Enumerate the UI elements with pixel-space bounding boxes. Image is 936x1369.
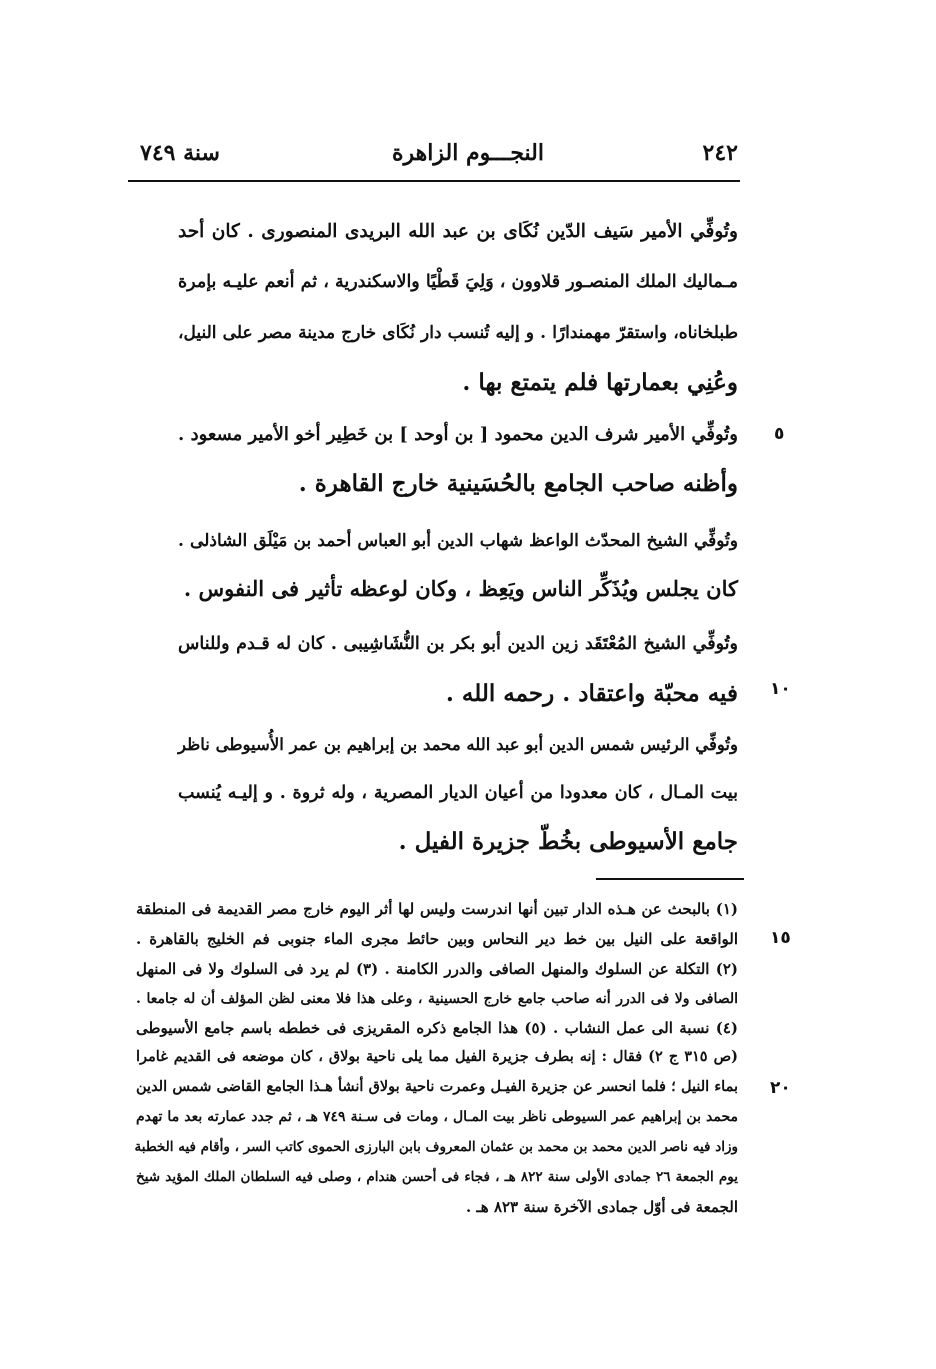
footnote-rule bbox=[596, 878, 744, 880]
footnote-line: يوم الجمعة ٢٦ جمادى الأولى سنة ٨٢٢ هـ ، فجاء فى أحسن هندام ، وصلى فيه السلطان الملك المؤيد شيخ bbox=[136, 1169, 738, 1185]
running-year: سنة ٧٤٩ bbox=[140, 140, 220, 166]
body-line: طبلخاناه، واستقرّ مهمندارًا . و إليه تُنسب دار نُكَاى خارج مدينة مصر على النيل، bbox=[178, 323, 738, 343]
body-line: فيه محبّة واعتقاد . رحمه الله . bbox=[445, 680, 738, 707]
body-line: وعُنِي بعمارتها فلم يتمتع بها . bbox=[462, 369, 738, 396]
body-line: بيت المـال ، كان معدودا من أعيان الديار المصرية ، وله ثروة . و إليـه يُنسب bbox=[178, 783, 738, 803]
footnote-line: (٤) نسبة الى عمل النشاب . (٥) هذا الجامع ذكره المقريزى فى خططه باسم جامع الأسيوطى bbox=[136, 1019, 738, 1037]
footnote-line: محمد بن إبراهيم عمر السيوطى ناظر بيت المـال ، ومات فى سـنة ٧٤٩ هـ ، ثم جدد عمارته بعد ما تهدم bbox=[136, 1109, 739, 1125]
page-number: ٢٤٢ bbox=[702, 140, 738, 166]
body-line: مـماليك الملك المنصـور قلاوون ، وَلِيَ قَطْيًا والاسكندرية ، ثم أنعم عليـه بإمرة bbox=[178, 272, 738, 292]
body-line: وتُوفِّي الأمير سَيف الدّين نُكَاى بن عبد الله البريدى المنصورى . كان أحد bbox=[178, 221, 738, 242]
running-title: النجـــوم الزاهرة bbox=[392, 140, 544, 166]
footnote-line: الجمعة فى أوّل جمادى الآخرة سنة ٨٢٣ هـ . bbox=[465, 1198, 738, 1216]
line-number-marker: ٢٠ bbox=[770, 1078, 791, 1098]
line-number-marker: ١٥ bbox=[770, 928, 791, 948]
footnote-line: (ص ٣١٥ ج ٢) فقال : إنه بطرف جزيرة الفيل مما يلى ناحية بولاق ، كان موضعه فى القديم غامرا bbox=[136, 1048, 738, 1065]
body-line: وأظنه صاحب الجامع بالحُسَينية خارج القاهرة . bbox=[298, 470, 738, 497]
body-line: وتُوفِّي الرئيس شمس الدين أبو عبد الله محمد بن إبراهيم بن عمر الأُسيوطى ناظر bbox=[178, 735, 738, 754]
footnote-line: وزاد فيه ناصر الدين محمد بن محمد بن عثمان المعروف بابن البارزى الحموى كاتب السر ، وأقام فيه الخطبة bbox=[134, 1139, 738, 1155]
footnote-line: بماء النيل ؛ فلما انحسر عن جزيرة الفيـل وعمرت ناحية بولاق أنشأ هـذا الجامع القاضى شمس الدين bbox=[136, 1078, 738, 1095]
footnote-line: الواقعة على النيل بين خط دير النحاس وبين حائط مجرى الماء جنوبى فم الخليج بالقاهرة . bbox=[136, 930, 738, 948]
body-line: وتُوفِّي الأمير شرف الدين محمود [ بن أوحد ] بن خَطِير أخو الأمير مسعود . bbox=[178, 424, 738, 445]
body-line: جامع الأسيوطى بخُطّ جزيرة الفيل . bbox=[398, 828, 738, 855]
body-line: كان يجلس ويُذَكِّر الناس ويَعِظ ، وكان لوعظه تأثير فى النفوس . bbox=[183, 576, 738, 601]
line-number-marker: ١٠ bbox=[770, 679, 791, 699]
body-line: وتُوفِّي الشيخ المحدّث الواعظ شهاب الدين أبو العباس أحمد بن مَيْلَق الشاذلى . bbox=[178, 531, 738, 551]
footnote-line: (١) بالبحث عن هـذه الدار تبين أنها اندرست وليس لها أثر اليوم خارج مصر القديمة فى المنطقة bbox=[136, 900, 738, 918]
footnote-line: الصافى ولا فى الدرر أنه صاحب جامع خارج الحسينية ، وعلى هذا فلا معنى لظن المؤلف أن له جامعا . bbox=[136, 991, 738, 1007]
header-rule bbox=[128, 180, 740, 182]
line-number-marker: ٥ bbox=[774, 424, 785, 444]
body-line: وتُوفِّي الشيخ المُعْتَقَد زين الدين أبو بكر بن النُّشَاشِيبى . كان له قـدم وللناس bbox=[178, 634, 738, 654]
footnote-line: (٢) التكلة عن السلوك والمنهل الصافى والدرر الكامنة . (٣) لم يرد فى السلوك ولا فى المنهل bbox=[136, 960, 738, 978]
